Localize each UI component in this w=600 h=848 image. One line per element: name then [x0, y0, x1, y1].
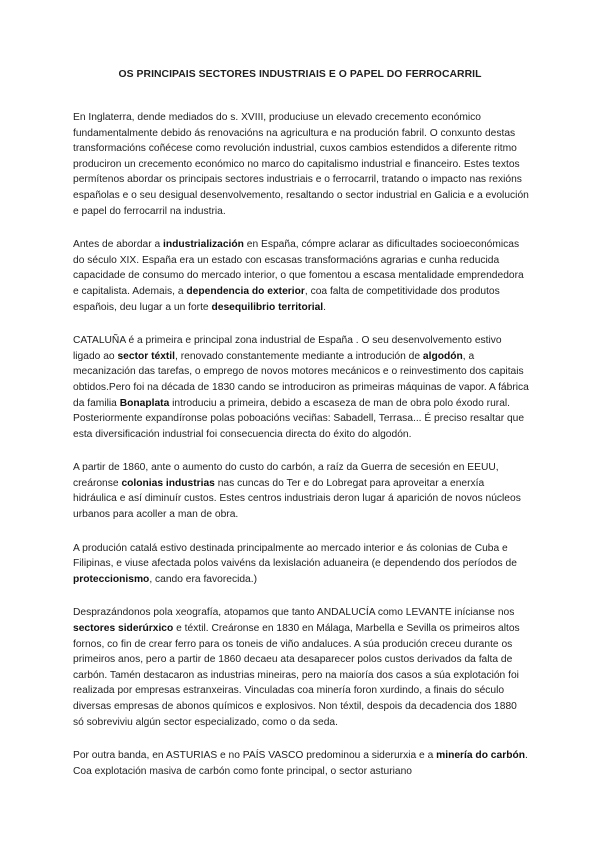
paragraph-text: introduciu a primeira, debido a escaseza de man de obra polo éxodo rural. Posteriormente expandíronse polas poboacións veciñas: Sabadell, Terrasa... É preciso resaltar que esta diversificación industrial foi consecuencia directa do éxito do algodón.	[73, 397, 525, 440]
bold-term: sector téxtil	[117, 350, 176, 362]
bold-term: desequilibrio territorial	[211, 301, 324, 313]
bold-term: industrialización	[163, 239, 244, 251]
bold-term: dependencia do exterior	[186, 285, 305, 297]
paragraph-text: , a mecanización das tarefas, o emprego de novos motores mecánicos e o reinvestimento dos capitais obtidos.Pero foi na década de 1830 cando se introduciron as primeiras máquinas de vapor. A fábrica da familia	[73, 350, 529, 409]
paragraph	[73, 460, 529, 522]
bold-term: colonias industrias	[121, 477, 215, 489]
bold-term: sectores siderúrxico	[73, 623, 174, 635]
paragraph-text: , coa falta de competitividade dos produtos españois, deu lugar a un forte	[73, 285, 500, 313]
paragraph-text: Por outra banda, en ASTURIAS e no PAÍS VASCO predominou a siderurxia e a	[73, 750, 437, 762]
paragraph-text: e téxtil. Creáronse en 1830 en Málaga, Marbella e Sevilla os primeiros altos fornos, co fin de crear ferro para os toneis de viño andaluces. A súa produción creceu durante os primeiros anos, pero a partir de 1860 decaeu ata desaparecer polos custos derivados da falta de carbón. Tamén destacaron as industrias mineiras, pero na maioría dos casos a súa explotación foi realizada por empresas estranxeiras. Vinculadas coa minería foron xurdindo, a finais do século diversas empresas de abonos químicos e explosivos. Non téxtil, despois da decadencia dos 1880 só sobreviviu algún sector especializado, como o da seda.	[73, 623, 520, 728]
document-title: OS PRINCIPAIS SECTORES INDUSTRIAIS E O PAPEL DO FERROCARRIL	[118, 69, 482, 80]
bold-term: algodón	[422, 350, 463, 362]
paragraph	[73, 333, 529, 442]
paragraph-text: En Inglaterra, dende mediados do s. XVIII, produciuse un elevado crecemento económico fundamentalmente debido ás renovacións na agricultura e na produción fabril. O conxunto destas transformacións coñécese como revolución industrial, cuxos cambios estendidos a diferente ritmo produciron un crecemento económico no marco do capitalismo industrial e financeiro. Estes textos permítenos abordar os principais sectores industriais e o ferrocarril, tratando o impacto nas rexións españolas e o seu desigual desenvolvemento, resaltando o sector industrial en Galicia e a evolución e papel do ferrocarril na industria.	[73, 112, 529, 217]
paragraph-text: A partir de 1860, ante o aumento do custo do carbón, a raíz da Guerra de secesión en EEUU, creáronse	[73, 462, 499, 489]
paragraph-text: Antes de abordar a	[73, 239, 164, 251]
paragraph	[73, 110, 529, 219]
bold-term: minería do carbón	[436, 750, 525, 762]
paragraph-text: en España, cómpre aclarar as dificultades socioeconómicas do século XIX. España era un estado con escasas transformacións agrarias e cunha reducida capacidade de consumo do mercado interior, o que fomentou a escasa mentalidade emprendedora e capitalista. Ademais, a	[73, 239, 524, 297]
paragraph-text: Desprazándonos pola xeografía, atopamos que tanto ANDALUCÍA como LEVANTE inícianse nos	[73, 607, 515, 619]
paragraph	[73, 605, 529, 730]
document-body	[73, 110, 529, 797]
paragraph	[73, 748, 529, 779]
paragraph-text: A produción catalá estivo destinada principalmente ao mercado interior e ás colonias de Cuba e Filipinas, e viuse afectada polos vaivéns da lexislación aduaneira (e dependendo dos períodos de	[73, 542, 517, 570]
bold-term: Bonaplata	[119, 397, 170, 409]
paragraph-text: . Coa explotación masiva de carbón como fonte principal, o sector asturiano	[73, 750, 528, 777]
paragraph-text: , renovado constantemente mediante a introdución de	[175, 350, 423, 362]
paragraph-text: nas cuncas do Ter e do Lobregat para aproveitar a enerxía hidráulica e así diminuír custos. Estes centros industriais deron lugar á aparición de novos núcleos urbanos para acoller a man de obra.	[73, 477, 521, 521]
paragraph-text: .	[323, 301, 326, 313]
paragraph-text: , cando era favorecida.)	[149, 573, 258, 585]
bold-term: proteccionismo	[73, 573, 150, 585]
paragraph	[73, 541, 529, 588]
paragraph	[73, 237, 529, 315]
paragraph-text: CATALUÑA é a primeira e principal zona industrial de España . O seu desenvolvemento estivo ligado ao	[73, 335, 502, 362]
